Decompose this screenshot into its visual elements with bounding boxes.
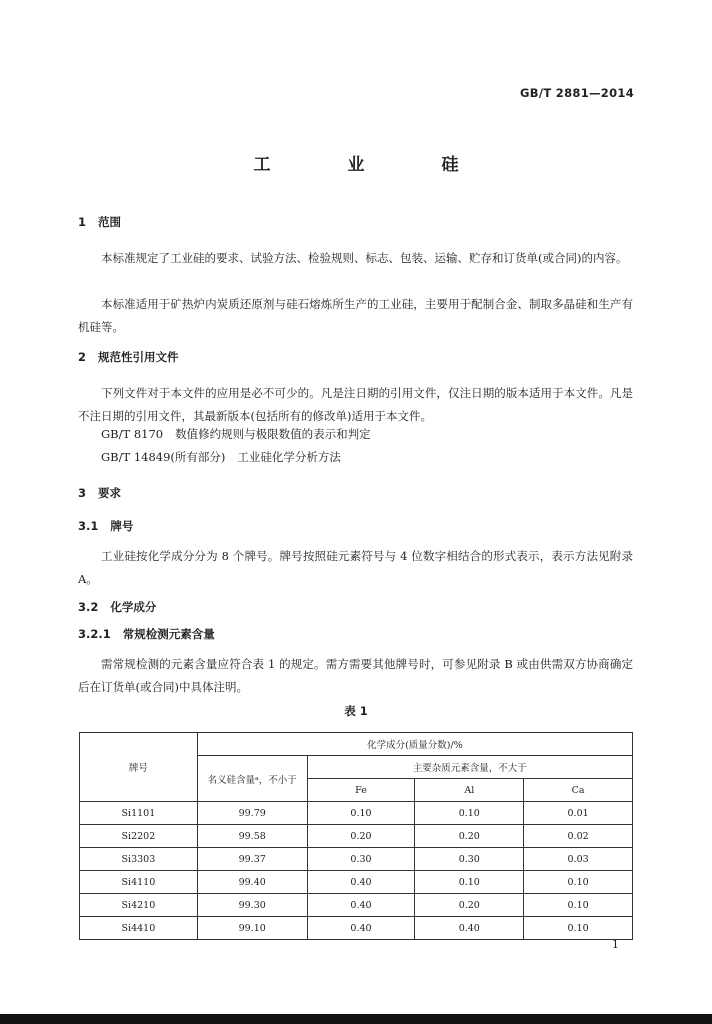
cell-al: 0.30 (415, 848, 524, 871)
cell-si: 99.37 (197, 848, 307, 871)
header-fe: Fe (307, 779, 415, 802)
section-heading-chemical-composition (78, 599, 156, 615)
cell-grade: Si4410 (80, 917, 198, 940)
section-number: 3 (78, 486, 87, 500)
section-number: 2 (78, 350, 87, 364)
cell-si: 99.58 (197, 825, 307, 848)
table-row (80, 871, 633, 894)
section-number: 1 (78, 215, 87, 229)
paragraph: 本标准规定了工业硅的要求、试验方法、检验规则、标志、包装、运输、贮存和订货单(或合同)的内容。 (101, 251, 628, 265)
cell-fe: 0.30 (307, 848, 415, 871)
cell-ca: 0.01 (524, 802, 633, 825)
header-composition: 化学成分(质量分数)/% (197, 733, 632, 756)
section-number: 3.1 (78, 519, 99, 533)
cell-al: 0.10 (415, 871, 524, 894)
section-title: 规范性引用文件 (98, 350, 179, 364)
cell-fe: 0.40 (307, 871, 415, 894)
section-heading-requirements (78, 485, 121, 501)
cell-grade: Si3303 (80, 848, 198, 871)
reference-code: GB/T 8170 (101, 427, 164, 441)
paragraph: 本标准适用于矿热炉内炭质还原剂与硅石熔炼所生产的工业硅，主要用于配制合金、制取多晶硅和生产有机硅等。 (78, 297, 633, 334)
standard-code: GB/T 2881—2014 (520, 86, 634, 100)
cell-fe: 0.40 (307, 894, 415, 917)
cell-si: 99.30 (197, 894, 307, 917)
cell-fe: 0.20 (307, 825, 415, 848)
section-heading-scope (78, 214, 121, 230)
header-al: Al (415, 779, 524, 802)
cell-fe: 0.10 (307, 802, 415, 825)
section-title: 牌号 (110, 519, 134, 533)
section-number: 3.2.1 (78, 627, 111, 641)
header-impurities: 主要杂质元素含量，不大于 (307, 756, 632, 779)
page-number: 1 (612, 938, 619, 951)
section-heading-grades (78, 518, 133, 534)
cell-al: 0.40 (415, 917, 524, 940)
header-ca: Ca (524, 779, 633, 802)
reference-item (101, 426, 371, 442)
table-row (80, 917, 633, 940)
document-title: 工 业 硅 (253, 155, 489, 175)
cell-si: 99.40 (197, 871, 307, 894)
section-number: 3.2 (78, 600, 99, 614)
section-heading-normative-references (78, 349, 179, 365)
reference-title: 数值修约规则与极限数值的表示和判定 (175, 427, 371, 441)
reference-title: 工业硅化学分析方法 (237, 450, 341, 464)
paragraph: 需常规检测的元素含量应符合表 1 的规定。需方需要其他牌号时，可参见附录 B 或由供需双方协商确定后在订货单(或合同)中具体注明。 (78, 657, 633, 694)
header-nominal-si: 名义硅含量ᵃ，不小于 (197, 756, 307, 802)
cell-grade: Si4110 (80, 871, 198, 894)
reference-item (101, 449, 341, 465)
paragraph: 工业硅按化学成分分为 8 个牌号。牌号按照硅元素符号与 4 位数字相结合的形式表示，表示方法见附录 A。 (78, 549, 633, 586)
section-title: 要求 (98, 486, 122, 500)
paragraph: 下列文件对于本文件的应用是必不可少的。凡是注日期的引用文件，仅注日期的版本适用于本文件。凡是不注日期的引用文件，其最新版本(包括所有的修改单)适用于本文件。 (78, 386, 633, 423)
section-title: 化学成分 (110, 600, 157, 614)
cell-grade: Si4210 (80, 894, 198, 917)
table-caption: 表 1 (344, 704, 368, 718)
table-row (80, 802, 633, 825)
section-title: 常规检测元素含量 (122, 627, 215, 641)
section-heading-routine-elements (78, 626, 215, 642)
cell-grade: Si1101 (80, 802, 198, 825)
table-row (80, 825, 633, 848)
table-row (80, 848, 633, 871)
cell-al: 0.20 (415, 825, 524, 848)
cell-fe: 0.40 (307, 917, 415, 940)
scan-bottom-edge (0, 1014, 712, 1024)
cell-ca: 0.02 (524, 825, 633, 848)
composition-table (79, 732, 633, 940)
cell-ca: 0.03 (524, 848, 633, 871)
cell-al: 0.10 (415, 802, 524, 825)
section-title: 范围 (98, 215, 122, 229)
cell-grade: Si2202 (80, 825, 198, 848)
cell-ca: 0.10 (524, 917, 633, 940)
cell-si: 99.79 (197, 802, 307, 825)
cell-al: 0.20 (415, 894, 524, 917)
cell-si: 99.10 (197, 917, 307, 940)
header-grade: 牌号 (80, 733, 198, 802)
reference-code: GB/T 14849(所有部分) (101, 450, 226, 464)
table-row (80, 894, 633, 917)
cell-ca: 0.10 (524, 894, 633, 917)
cell-ca: 0.10 (524, 871, 633, 894)
